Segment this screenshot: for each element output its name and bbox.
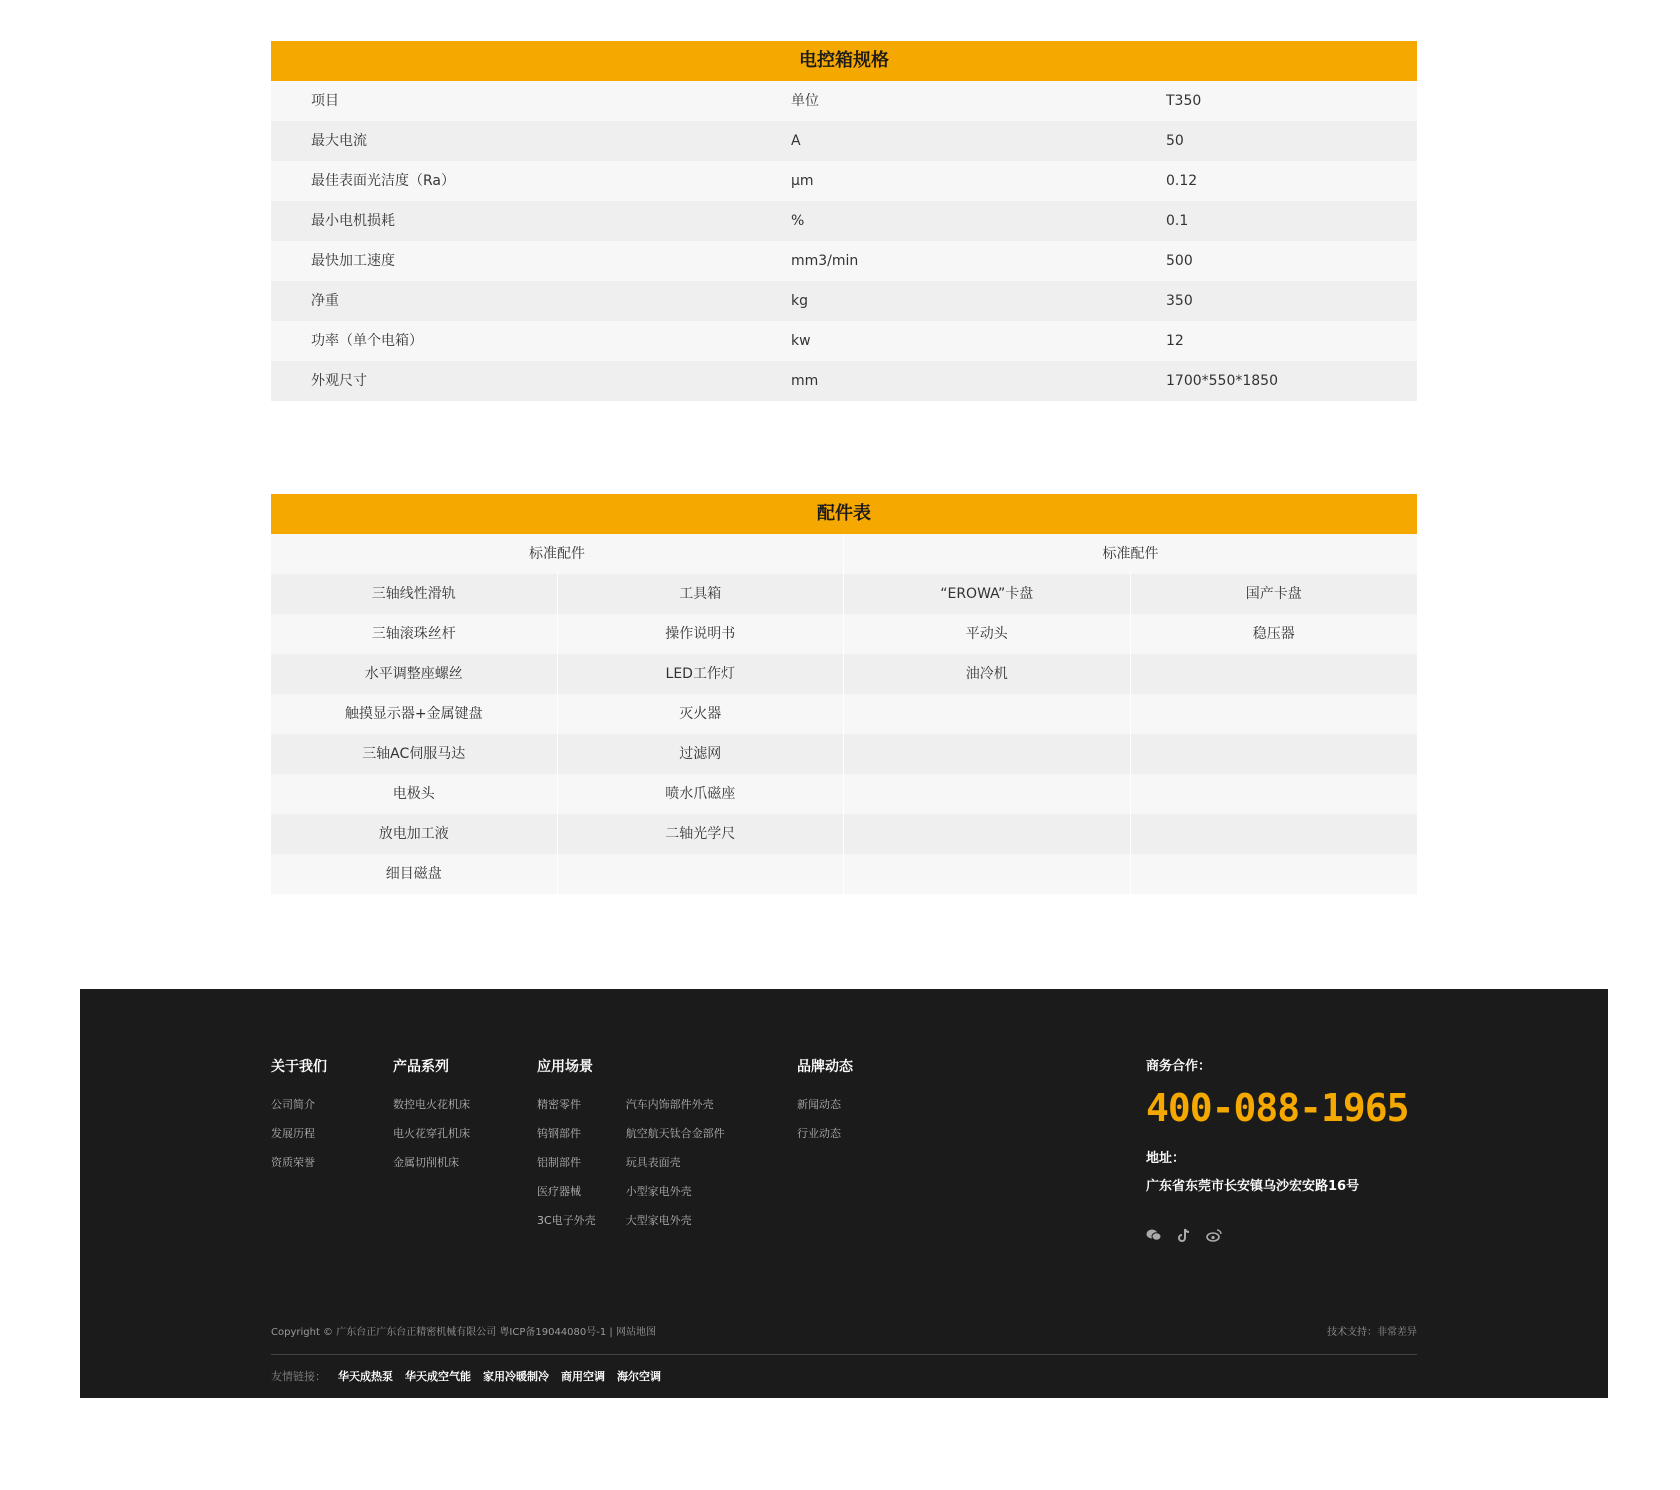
footer-link[interactable]: 航空航天钛合金部件 [625, 1127, 725, 1140]
footer-col-about [271, 1057, 327, 1184]
contact-label: 商务合作： [1146, 1059, 1212, 1074]
table-cell: “EROWA”卡盘 [844, 574, 1131, 614]
table-cell: mm [791, 373, 819, 389]
spec-table-title: 电控箱规格 [271, 41, 1417, 81]
table-row [271, 121, 1417, 161]
table-cell: 放电加工液 [271, 814, 558, 854]
table-cell: 项目 [311, 93, 339, 109]
table-cell [1131, 814, 1418, 854]
footer-link[interactable]: 大型家电外壳 [625, 1214, 692, 1227]
table-cell [844, 814, 1131, 854]
table-cell: 单位 [791, 93, 819, 109]
footer-link[interactable]: 新闻动态 [797, 1098, 841, 1111]
table-cell [844, 774, 1131, 814]
table-cell: 二轴光学尺 [558, 814, 845, 854]
table-cell: 平动头 [844, 614, 1131, 654]
footer-link[interactable]: 资质荣誉 [271, 1156, 315, 1169]
footer-link[interactable]: 钨钢部件 [537, 1127, 581, 1140]
table-cell: 稳压器 [1252, 626, 1295, 642]
table-cell: 过滤网 [558, 734, 845, 774]
table-cell: 0.12 [1166, 173, 1198, 189]
footer-divider [271, 1354, 1417, 1355]
table-cell: 50 [1166, 133, 1184, 149]
table-cell: kg [791, 293, 808, 309]
contact-phone[interactable]: 400-088-1965 [1146, 1086, 1409, 1130]
table-cell: 触摸显示器+金属键盘 [271, 694, 558, 734]
spec-table-body [271, 81, 1417, 401]
table-cell: 净重 [311, 293, 339, 309]
weibo-icon[interactable] [1206, 1228, 1222, 1244]
footer-link[interactable]: 行业动态 [797, 1127, 841, 1140]
table-cell: 三轴AC伺服马达 [271, 734, 558, 774]
table-cell: T350 [1166, 93, 1202, 109]
table-cell: 灭火器 [558, 694, 845, 734]
accessories-table [271, 494, 1417, 894]
table-cell [1131, 774, 1418, 814]
footer-link[interactable]: 金属切削机床 [393, 1156, 459, 1169]
table-cell [1131, 734, 1418, 774]
table-row [271, 854, 1417, 894]
footer-copyright-bar [271, 1323, 1417, 1338]
table-cell [844, 694, 1131, 734]
table-cell: 电极头 [271, 774, 558, 814]
footer-link[interactable]: 医疗器械 [537, 1185, 581, 1198]
table-cell [1131, 654, 1418, 694]
table-cell: 细目磁盘 [271, 854, 558, 894]
footer-link[interactable]: 精密零件 [537, 1098, 581, 1111]
table-cell: 喷水爪磁座 [558, 774, 845, 814]
table-cell: LED工作灯 [558, 654, 845, 694]
table-cell: 外观尺寸 [311, 373, 367, 389]
footer-link[interactable]: 汽车内饰部件外壳 [625, 1098, 714, 1111]
table-row [271, 241, 1417, 281]
table-row [271, 321, 1417, 361]
address-label: 地址： [1146, 1151, 1186, 1166]
footer-col-applications [537, 1057, 725, 1242]
table-cell: 油冷机 [844, 654, 1131, 694]
table-cell [1131, 854, 1418, 894]
footer-contact [1146, 1057, 1409, 1244]
table-row [271, 361, 1417, 401]
group-header-standard-2: 标准配件 [1102, 546, 1159, 562]
table-cell: 350 [1166, 293, 1193, 309]
site-footer [80, 989, 1608, 1398]
tech-support-text[interactable]: 技术支持：非常差异 [1327, 1327, 1417, 1338]
friend-link[interactable]: 华天成空气能 [405, 1370, 471, 1383]
tiktok-icon[interactable] [1176, 1228, 1192, 1244]
table-row [271, 814, 1417, 854]
footer-link[interactable]: 电火花穿孔机床 [393, 1127, 470, 1140]
table-row [271, 614, 1417, 654]
table-cell: % [791, 213, 805, 229]
table-cell: A [791, 133, 801, 149]
footer-link[interactable]: 3C电子外壳 [537, 1214, 596, 1227]
table-cell [844, 854, 1131, 894]
accessories-table-body [271, 574, 1417, 894]
footer-link[interactable]: 数控电火花机床 [393, 1098, 470, 1111]
footer-col-title[interactable]: 产品系列 [393, 1059, 449, 1075]
table-cell: 最大电流 [311, 133, 367, 149]
table-cell: kw [791, 333, 811, 349]
table-cell: μm [791, 173, 814, 189]
group-header-standard-1: 标准配件 [271, 534, 844, 574]
footer-col-products [393, 1057, 470, 1184]
table-cell: 工具箱 [558, 574, 845, 614]
friend-links [271, 1368, 661, 1384]
table-cell: 三轴线性滑轨 [271, 574, 558, 614]
footer-col-news [797, 1057, 853, 1155]
friend-link[interactable]: 华天成热泵 [338, 1370, 393, 1383]
table-cell: 0.1 [1166, 213, 1189, 229]
table-row [271, 281, 1417, 321]
table-cell: 国产卡盘 [1245, 586, 1302, 602]
table-cell [558, 854, 845, 894]
table-row [271, 81, 1417, 121]
social-links [1146, 1228, 1409, 1244]
footer-link[interactable]: 小型家电外壳 [625, 1185, 692, 1198]
table-cell: 最快加工速度 [311, 253, 395, 269]
table-cell: 最小电机损耗 [311, 213, 395, 229]
wechat-icon[interactable] [1146, 1228, 1162, 1244]
table-cell: 最佳表面光洁度（Ra） [311, 173, 455, 189]
copyright-text: Copyright © 广东台正广东台正精密机械有限公司 粤ICP备19044080号-1 | 网站地图 [271, 1327, 656, 1338]
table-row [271, 734, 1417, 774]
footer-col-title[interactable]: 关于我们 [271, 1059, 327, 1075]
table-cell: 12 [1166, 333, 1184, 349]
friend-link[interactable]: 海尔空调 [617, 1370, 661, 1383]
table-row [271, 774, 1417, 814]
friend-link[interactable]: 商用空调 [561, 1370, 605, 1383]
table-cell: 500 [1166, 253, 1193, 269]
accessories-group-header-row [271, 534, 1417, 574]
spec-table [271, 41, 1417, 401]
address-text: 广东省东莞市长安镇乌沙宏安路16号 [1146, 1179, 1360, 1194]
table-cell: 功率（单个电箱） [311, 333, 423, 349]
accessories-table-title: 配件表 [271, 494, 1417, 534]
table-cell: 1700*550*1850 [1166, 373, 1278, 389]
table-cell [844, 734, 1131, 774]
friend-links-label: 友情链接： [271, 1370, 326, 1383]
footer-link[interactable]: 发展历程 [271, 1127, 315, 1140]
footer-link[interactable]: 铝制部件 [537, 1156, 581, 1169]
footer-link[interactable]: 玩具表面壳 [625, 1156, 681, 1169]
table-row [271, 161, 1417, 201]
table-cell: 三轴滚珠丝杆 [271, 614, 558, 654]
table-row [271, 654, 1417, 694]
table-row [271, 201, 1417, 241]
footer-col-title[interactable]: 品牌动态 [797, 1059, 853, 1075]
friend-link[interactable]: 家用冷暖制冷 [483, 1370, 549, 1383]
table-cell: 操作说明书 [558, 614, 845, 654]
footer-col-title[interactable]: 应用场景 [537, 1059, 593, 1075]
table-row [271, 694, 1417, 734]
table-cell [1131, 694, 1418, 734]
table-cell: 水平调整座螺丝 [271, 654, 558, 694]
table-row [271, 574, 1417, 614]
table-cell: mm3/min [791, 253, 859, 269]
footer-link[interactable]: 公司简介 [271, 1098, 315, 1111]
